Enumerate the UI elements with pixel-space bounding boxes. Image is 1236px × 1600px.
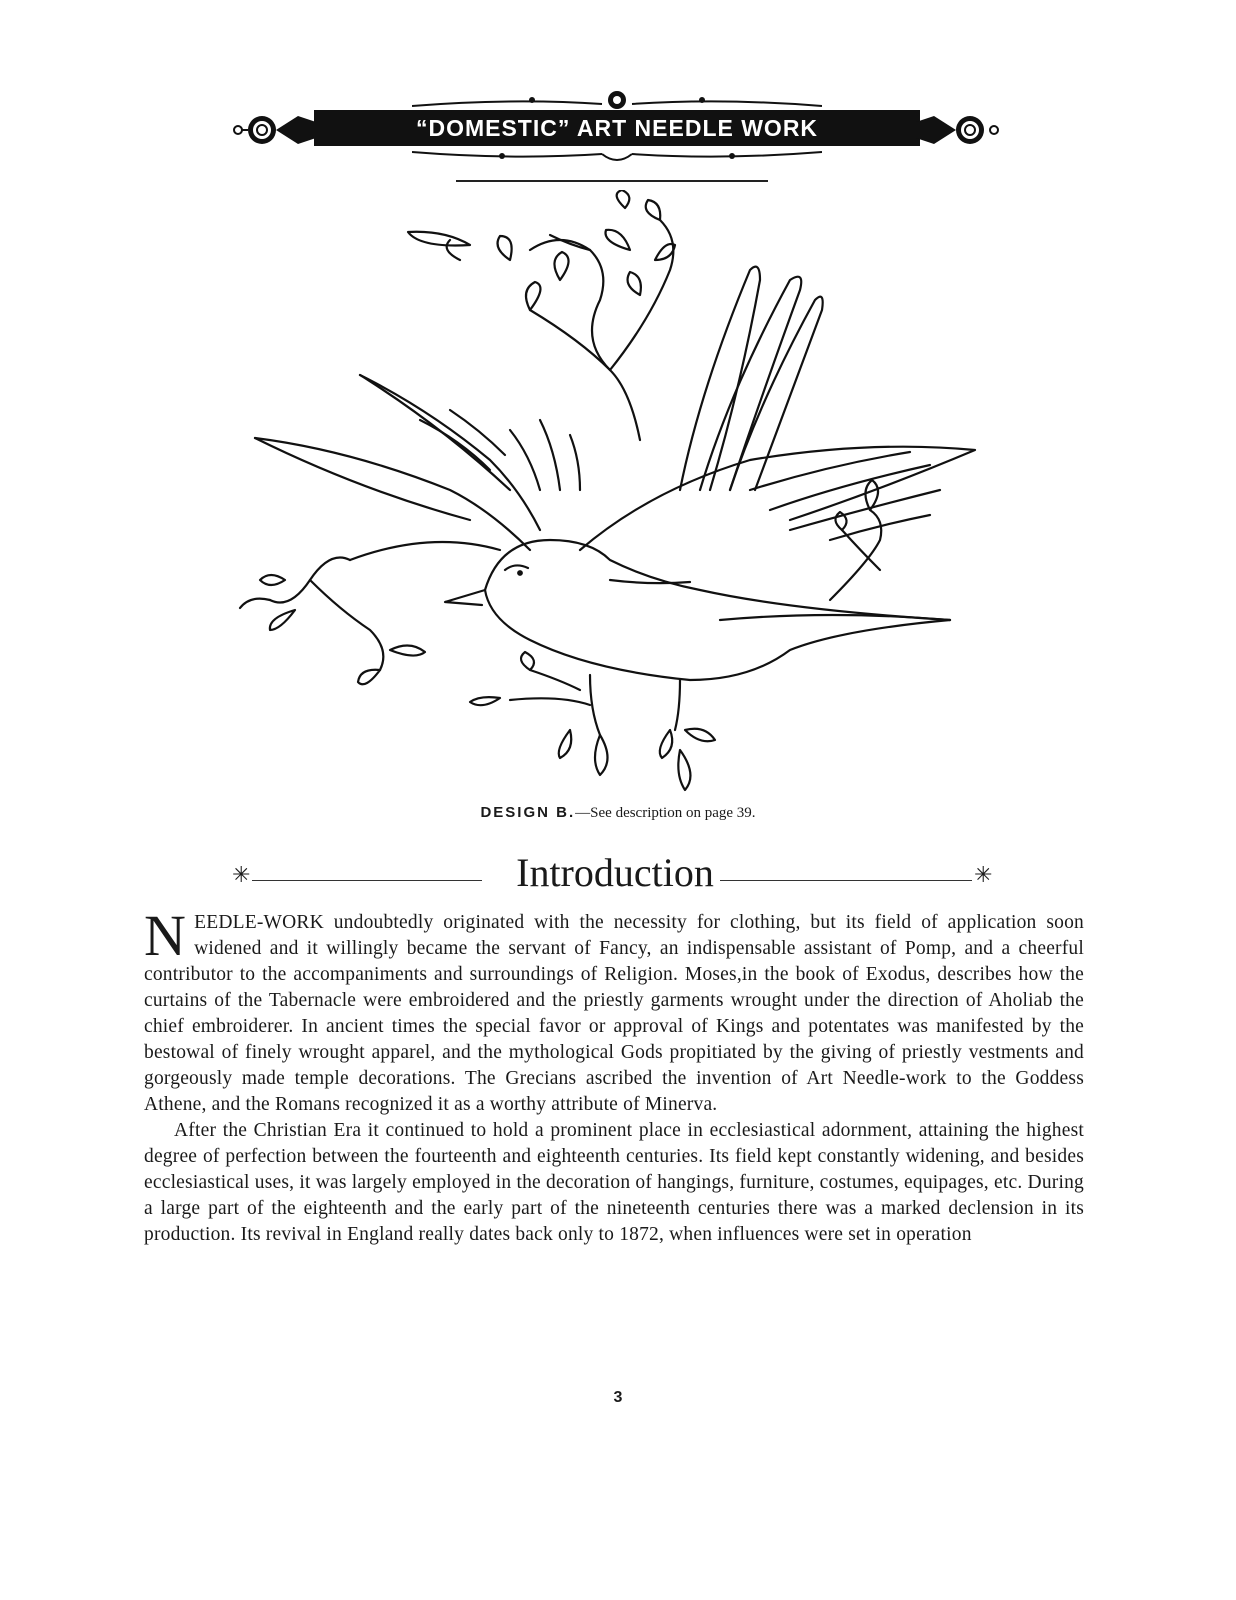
left-rosette-ornament <box>232 108 316 152</box>
top-divider <box>456 180 768 182</box>
right-rosette-ornament <box>916 108 1000 152</box>
section-heading: Introduction <box>516 850 714 895</box>
paragraph-1-text: EEDLE-WORK undoubtedly originated with the necessity for clothing, but its field of application soon widened and it willingly became the servant of Fancy, an indispensable assistant of Pomp, and a cheerful contributor to the accompaniments and surroundings of Religion. Moses,in the book of Exodus, describes how the curtains of the Tabernacle were embroidered and the priestly garments wrought under the direction of Aholiab the chief embroiderer. In ancient times the special favor or approval of Kings and potentates was manifested by the bestowal of finely wrought apparel, and the mythological Gods propitiated by the giving of priestly vestments and gorgeously made temple decorations. The Grecians ascribed the invention of Art Needle-work to the Goddess Athene, and the Romans recognized it as a worthy attribute of Minerva. <box>144 912 1084 1115</box>
drop-cap: N <box>144 903 187 968</box>
header-banner <box>232 88 1000 170</box>
caption-text: —See description on page 39. <box>575 805 756 821</box>
banner-title: “DOMESTIC” ART NEEDLE WORK <box>415 115 819 141</box>
article-body <box>144 903 1084 1248</box>
right-heading-rule <box>720 880 972 881</box>
section-heading-row <box>230 848 1000 898</box>
bottom-flourish-ornament <box>412 146 822 168</box>
page-number: 3 <box>613 1389 623 1406</box>
figure-caption <box>0 804 1236 822</box>
caption-lead: DESIGN B. <box>480 804 576 821</box>
left-star-ornament: ✳ <box>232 862 251 887</box>
bird-embroidery-illustration <box>230 190 1000 800</box>
top-flourish-ornament <box>412 88 822 112</box>
right-star-ornament: ✳ <box>974 862 993 887</box>
paragraph-2: After the Christian Era it continued to hold a prominent place in ecclesiastical adornment, attaining the highest degree of perfection between the fourteenth and eighteenth centuries. Its field kept constantly widening, and besides ecclesiastical uses, it was largely employed in the decoration of hangings, furniture, costumes, equipages, etc. During a large part of the eighteenth and the early part of the nineteenth centuries there was a marked declension in its production. Its revival in England really dates back only to 1872, when influences were set in operation <box>144 1120 1084 1245</box>
paragraph-1 <box>144 903 1084 1118</box>
